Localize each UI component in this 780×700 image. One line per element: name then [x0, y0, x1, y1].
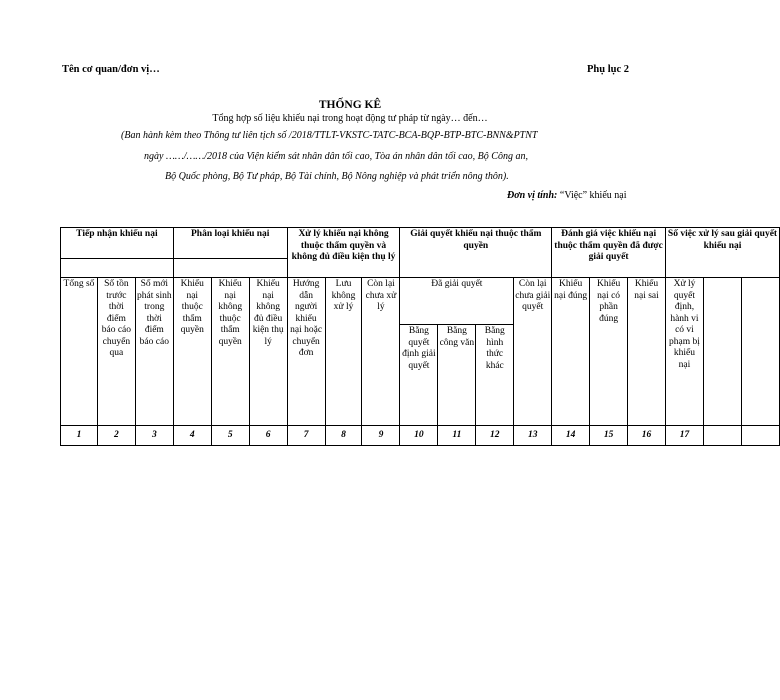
- group-post-resolution: Số việc xử lý sau giải quyết khiếu nại: [666, 228, 780, 278]
- col-number: 14: [552, 426, 590, 446]
- col-header-16: Khiếu nại sai: [628, 278, 666, 426]
- col-header-18: [703, 278, 741, 426]
- col-number: [703, 426, 741, 446]
- col-header-15: Khiếu nại có phần đúng: [590, 278, 628, 426]
- unit-value: “Việc” khiếu nại: [557, 190, 627, 201]
- col-header-19: [741, 278, 779, 426]
- statistics-table-wrapper: [60, 227, 778, 467]
- col-header-13: Còn lại chưa giải quyết: [514, 278, 552, 426]
- col-number: 4: [173, 426, 211, 446]
- issuance-note-line-2: ngày ……/……/2018 của Viện kiểm sát nhân dân tối cao, Tòa án nhân dân tối cao, Bộ Công an,: [144, 151, 528, 162]
- col-number: 10: [400, 426, 438, 446]
- group-reception-cont: [61, 259, 174, 278]
- unit-of-measure: [507, 190, 626, 201]
- unit-label: Đơn vị tính:: [507, 190, 558, 201]
- page-subtitle: Tổng hợp số liệu khiếu nại trong hoạt động tư pháp từ ngày… đến…: [212, 113, 488, 124]
- group-classification-cont: [173, 259, 287, 278]
- resolved-subgroup-header: Đã giải quyết: [400, 278, 514, 325]
- group-reception: Tiếp nhận khiếu nại: [61, 228, 174, 259]
- col-header-6: Khiếu nại không đủ điều kiện thụ lý: [249, 278, 287, 426]
- col-number: 7: [287, 426, 325, 446]
- appendix-label: Phụ lục 2: [587, 64, 630, 75]
- organization-label: Tên cơ quan/đơn vị…: [62, 64, 160, 75]
- col-header-10: Bằng quyết định giải quyết: [400, 325, 438, 426]
- col-header-4: Khiếu nại thuộc thẩm quyền: [173, 278, 211, 426]
- col-number: 12: [476, 426, 514, 446]
- col-number: 11: [438, 426, 476, 446]
- col-header-8: Lưu không xử lý: [325, 278, 362, 426]
- col-header-1: Tổng số: [61, 278, 98, 426]
- col-number: [741, 426, 779, 446]
- col-number: 3: [135, 426, 173, 446]
- col-number: 17: [666, 426, 704, 446]
- col-header-17: Xử lý quyết định, hành vi có vi phạm bị khiếu nại: [666, 278, 704, 426]
- col-header-7: Hướng dẫn người khiếu nại hoặc chuyển đơn: [287, 278, 325, 426]
- statistics-table: [60, 227, 780, 446]
- issuance-note-line-1: (Ban hành kèm theo Thông tư liên tịch số /2018/TTLT-VKSTC-TATC-BCA-BQP-BTP-BTC-BNN&PTNT: [121, 130, 538, 141]
- column-number-row: [61, 426, 780, 446]
- col-number: 9: [362, 426, 400, 446]
- group-handling-out-of-jurisdiction: Xử lý khiếu nại không thuộc thẩm quyền và không đủ điều kiện thụ lý: [287, 228, 400, 278]
- col-number: 5: [211, 426, 249, 446]
- col-header-9: Còn lại chưa xử lý: [362, 278, 400, 426]
- col-header-5: Khiếu nại không thuộc thẩm quyền: [211, 278, 249, 426]
- col-header-11: Bằng công văn: [438, 325, 476, 426]
- col-header-2: Số tồn trước thời điểm báo cáo chuyển qua: [97, 278, 135, 426]
- col-number: 2: [97, 426, 135, 446]
- column-header-row-1: [61, 278, 780, 325]
- col-number: 8: [325, 426, 362, 446]
- col-number: 1: [61, 426, 98, 446]
- col-number: 15: [590, 426, 628, 446]
- col-number: 16: [628, 426, 666, 446]
- col-header-14: Khiếu nại đúng: [552, 278, 590, 426]
- group-header-row: [61, 228, 780, 259]
- group-classification: Phân loại khiếu nại: [173, 228, 287, 259]
- group-evaluation: Đánh giá việc khiếu nại thuộc thẩm quyền đã được giải quyết: [552, 228, 666, 278]
- col-number: 13: [514, 426, 552, 446]
- page-title: THỐNG KÊ: [318, 99, 382, 111]
- col-number: 6: [249, 426, 287, 446]
- group-resolution: Giải quyết khiếu nại thuộc thẩm quyền: [400, 228, 552, 278]
- col-header-12: Bằng hình thức khác: [476, 325, 514, 426]
- issuance-note-line-3: Bộ Quốc phòng, Bộ Tư pháp, Bộ Tài chính, Bộ Nông nghiệp và phát triển nông thôn).: [165, 171, 509, 182]
- col-header-3: Số mới phát sinh trong thời điểm báo cáo: [135, 278, 173, 426]
